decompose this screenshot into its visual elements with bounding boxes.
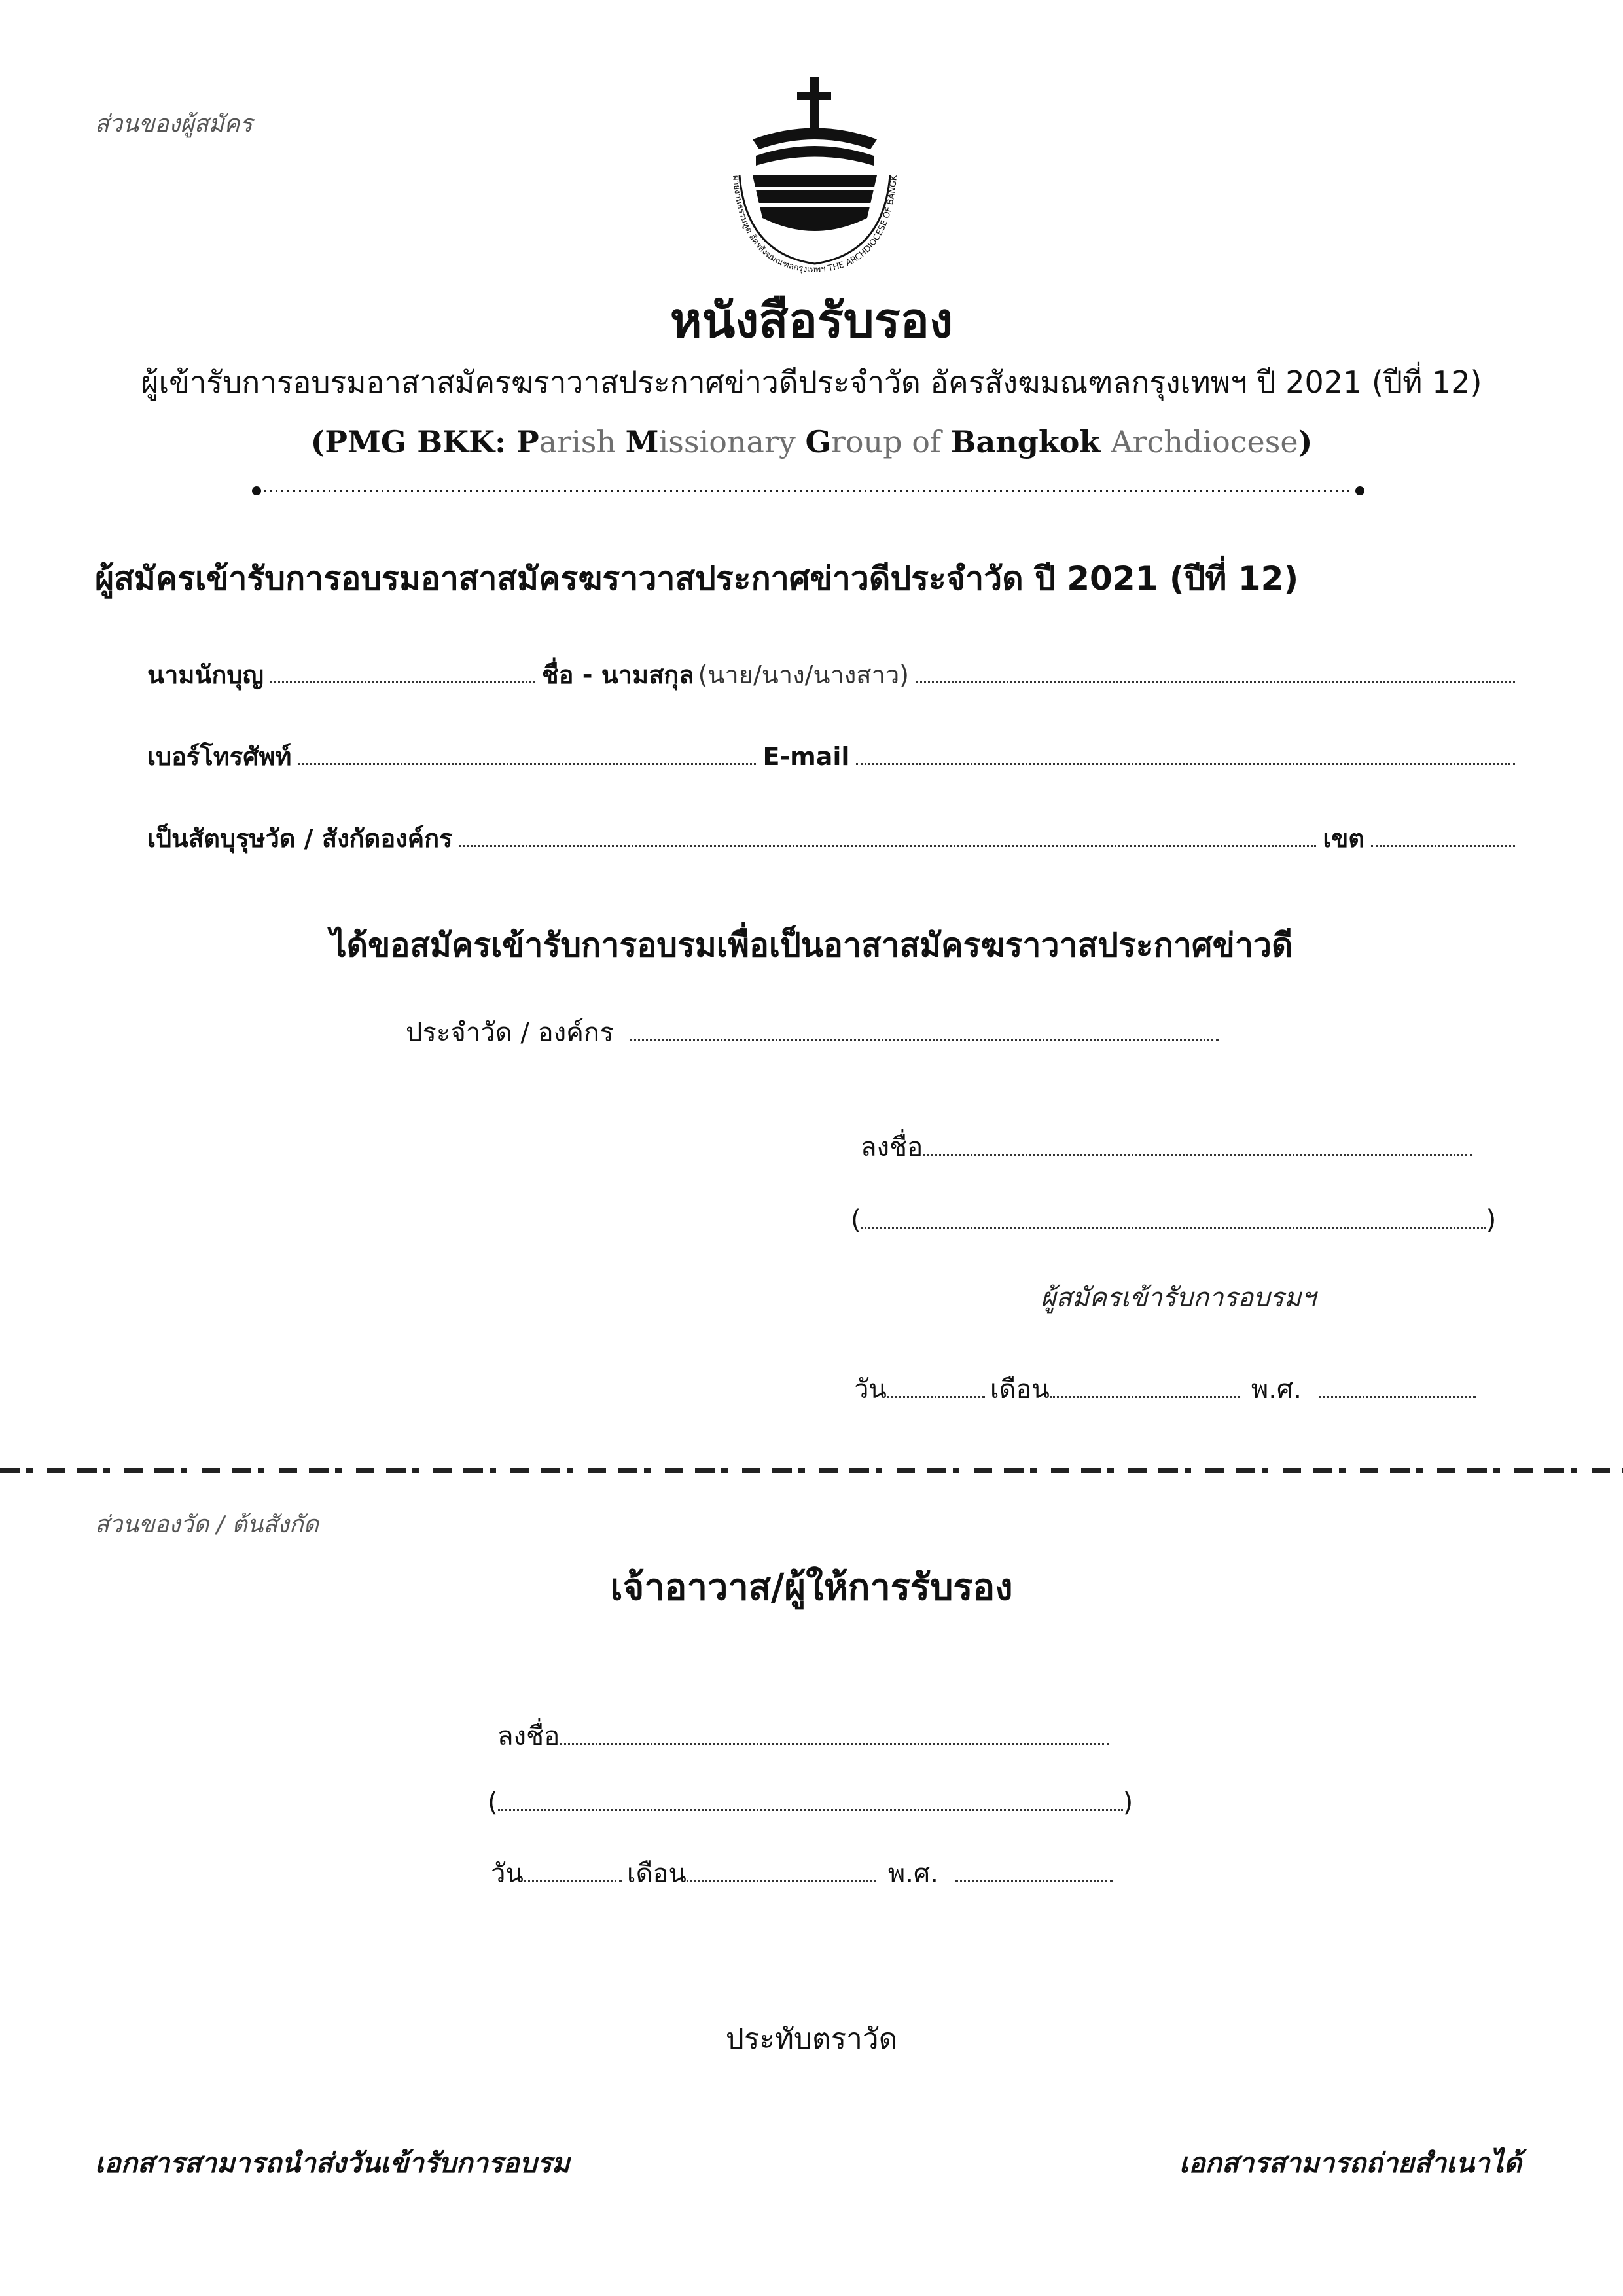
district-field[interactable] [1371, 821, 1515, 847]
applicant-section-heading: ผู้สมัครเข้ารับการอบรมอาสาสมัครฆราวาสประกาศข่าวดีประจำวัด ปี 2021 (ปีที่ 12) [95, 560, 1299, 598]
document-subtitle: ผู้เข้ารับการอบรมอาสาสมัครฆราวาสประกาศข่าวดีประจำวัด อัครสังฆมณฑลกรุงเทพฯ ปี 2021 (ปีที่ 12) [141, 365, 1482, 400]
svg-text:ฝ่ายงานธรรมทูต อัครสังฆมณฑลกรุ: ฝ่ายงานธรรมทูต อัครสังฆมณฑลกรุงเทพฯ THE ARCHDIOCESE OF BANGK [730, 175, 899, 274]
saint-name-label: นามนักบุญ [147, 660, 264, 689]
year-field[interactable] [955, 1858, 1113, 1882]
parish-part-label: ส่วนของวัด / ต้นสังกัด [95, 1511, 319, 1538]
footer-submission-note: เอกสารสามารถนำส่งวันเข้ารับการอบรม [95, 2147, 570, 2179]
district-label: เขต [1323, 824, 1364, 853]
certifier-signature-field[interactable] [560, 1721, 1109, 1745]
cross-book-ship-icon [707, 77, 923, 274]
full-name-label: ชื่อ - นามสกุล [541, 660, 694, 689]
paren-open: ( [851, 1205, 861, 1235]
full-name-hint: (นาย/นาง/นางสาว) [698, 660, 910, 689]
year-label: พ.ศ. [1251, 1374, 1302, 1405]
parish-affiliation-label: เป็นสัตบุรุษวัด / สังกัดองค์กร [147, 824, 453, 853]
year-field[interactable] [1319, 1374, 1476, 1398]
applicant-printed-name-row [851, 1204, 1496, 1244]
contact-row [147, 736, 1522, 776]
applicant-signature-row [861, 1126, 1479, 1165]
cut-line [0, 1468, 1623, 1473]
applicant-part-label: ส่วนของผู้สมัคร [95, 111, 253, 137]
month-label: เดือน [626, 1859, 687, 1889]
day-field[interactable] [524, 1858, 622, 1882]
paren-close: ) [1122, 1787, 1133, 1818]
applicant-signature-field[interactable] [923, 1132, 1472, 1156]
certifier-sign-label: ลงชื่อ [497, 1721, 560, 1751]
parish-row [147, 818, 1522, 857]
month-label: เดือน [990, 1374, 1050, 1405]
name-row [147, 655, 1522, 694]
certifier-date-row [491, 1852, 1119, 1892]
phone-field[interactable] [298, 740, 756, 765]
year-label: พ.ศ. [887, 1859, 939, 1889]
day-label: วัน [491, 1859, 524, 1889]
dotted-divider [252, 486, 1364, 495]
footer-copy-note: เอกสารสามารถถ่ายสำเนาได้ [1179, 2147, 1522, 2179]
english-program-name: (PMG BKK: Parish Missionary Group of Bangkok Archdiocese) [310, 424, 1313, 459]
applicant-role-caption: ผู้สมัครเข้ารับการอบรมฯ [1041, 1283, 1316, 1313]
paren-close: ) [1486, 1205, 1497, 1235]
applicant-printed-name-field[interactable] [861, 1204, 1486, 1229]
applicant-date-row [854, 1368, 1482, 1407]
parish-seal-caption: ประทับตราวัด [725, 2022, 898, 2056]
saint-name-field[interactable] [270, 658, 535, 683]
phone-label: เบอร์โทรศัพท์ [147, 742, 292, 771]
certifier-printed-name-field[interactable] [498, 1787, 1123, 1811]
certifier-heading: เจ้าอาวาส/ผู้ให้การรับรอง [610, 1566, 1013, 1609]
email-label: E-mail [762, 742, 850, 771]
full-name-field[interactable] [916, 658, 1515, 683]
month-field[interactable] [687, 1858, 876, 1882]
month-field[interactable] [1050, 1374, 1240, 1398]
parish-org-row [406, 1011, 1225, 1050]
parish-org-label: ประจำวัด / องค์กร [406, 1018, 614, 1048]
certifier-signature-row [497, 1715, 1116, 1754]
day-label: วัน [854, 1374, 887, 1405]
certifier-printed-name-row [488, 1787, 1133, 1826]
archdiocese-logo [707, 77, 923, 274]
applicant-sign-label: ลงชื่อ [861, 1132, 923, 1162]
paren-open: ( [488, 1787, 498, 1818]
application-heading: ได้ขอสมัครเข้ารับการอบรมเพื่อเป็นอาสาสมัครฆราวาสประกาศข่าวดี [330, 926, 1293, 964]
parish-org-field[interactable] [630, 1017, 1219, 1041]
parish-affiliation-field[interactable] [459, 821, 1317, 847]
day-field[interactable] [887, 1374, 985, 1398]
email-field[interactable] [856, 740, 1515, 765]
document-title: หนังสือรับรอง [669, 293, 954, 349]
